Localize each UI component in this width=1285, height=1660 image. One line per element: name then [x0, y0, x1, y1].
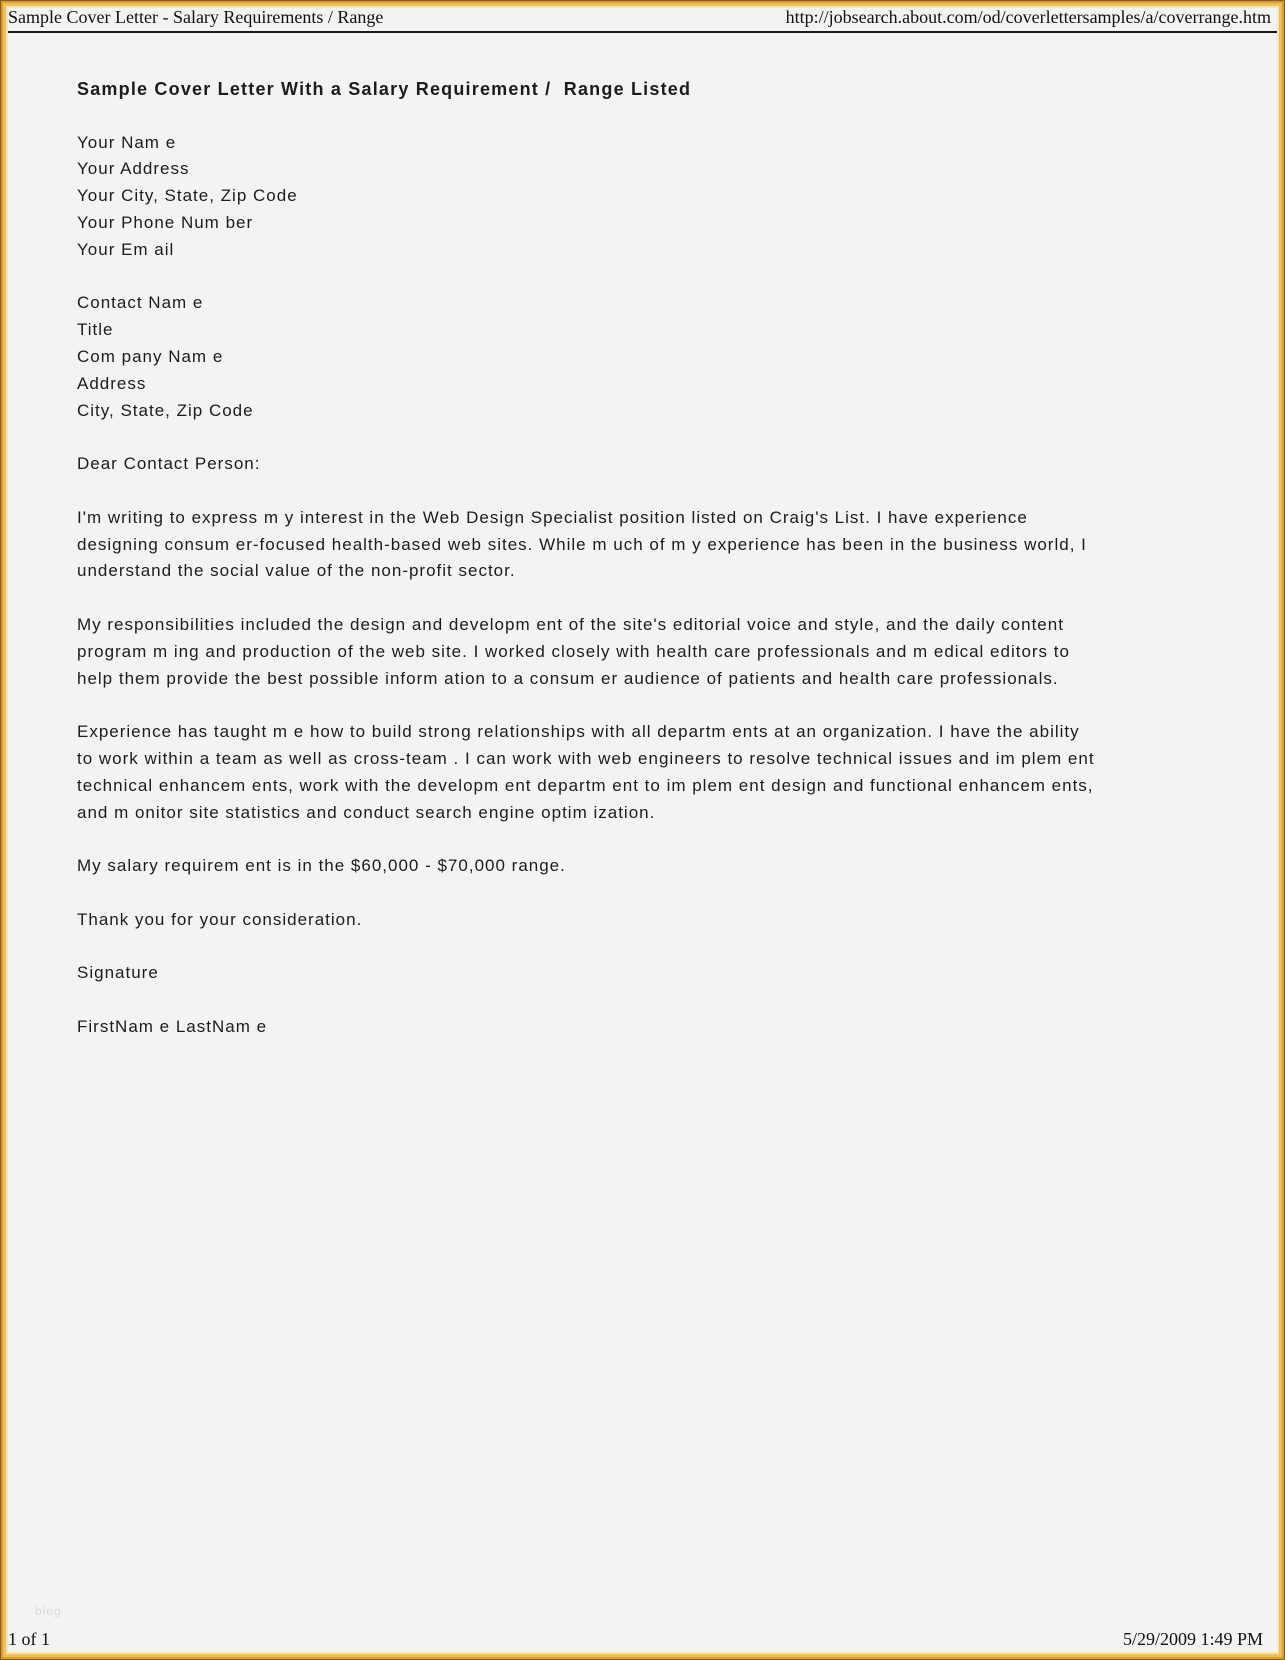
text-line: Signature	[77, 963, 159, 983]
letter-paragraph	[77, 907, 1245, 934]
letter-paragraph	[77, 612, 1245, 692]
text-line: Title	[77, 320, 114, 340]
letter-paragraph	[77, 853, 1245, 880]
text-line: I'm writing to express m y interest in the Web Design Specialist position listed on Craig's List. I have experience	[77, 507, 1028, 527]
print-header	[8, 7, 1277, 33]
text-line: City, State, Zip Code	[77, 400, 254, 420]
text-line: FirstNam e LastNam e	[77, 1016, 268, 1036]
text-line: designing consum er-focused health-based web sites. While m uch of m y experience has been in the business world, I	[77, 534, 1087, 554]
text-line: Contact Nam e	[77, 293, 204, 313]
salutation: Dear Contact Person:	[77, 454, 261, 474]
letter-paragraphs	[77, 505, 1245, 1041]
text-line: Com pany Nam e	[77, 346, 224, 366]
text-line: Your Address	[77, 159, 190, 179]
text-line: to work within a team as well as cross-team . I can work with web engineers to resolve technical issues and im plem ent	[77, 748, 1095, 768]
text-line: Experience has taught m e how to build strong relationships with all departm ents at an organization. I have the ability	[77, 722, 1080, 742]
text-line: Your Em ail	[77, 239, 175, 259]
text-line: understand the social value of the non-profit sector.	[77, 561, 516, 581]
text-line: Your Nam e	[77, 132, 177, 152]
faint-blog-watermark: blog	[35, 1604, 62, 1618]
print-footer	[8, 1629, 1277, 1650]
letter-title: Sample Cover Letter With a Salary Requirement / Range Listed	[77, 79, 692, 99]
page-number: 1 of 1	[8, 1629, 50, 1649]
print-header-url: http://jobsearch.about.com/od/coverlettersamples/a/coverrange.htm	[785, 7, 1271, 27]
letter-paragraph	[77, 505, 1245, 585]
letter-paragraph	[77, 960, 1245, 987]
text-line: Thank you for your consideration.	[77, 909, 363, 929]
text-line: Your City, State, Zip Code	[77, 186, 298, 206]
recipient-address-block	[77, 290, 1245, 424]
text-line: help them provide the best possible inform ation to a consum er audience of patients and health care professionals.	[77, 668, 1059, 688]
sender-address-block	[77, 130, 1245, 264]
text-line: and m onitor site statistics and conduct search engine optim ization.	[77, 802, 656, 822]
text-line: My responsibilities included the design and developm ent of the site's editorial voice and style, and the daily content	[77, 614, 1064, 634]
print-timestamp: 5/29/2009 1:49 PM	[1122, 1629, 1263, 1649]
text-line: Your Phone Num ber	[77, 212, 254, 232]
letter-paragraph	[77, 719, 1245, 826]
text-line: program m ing and production of the web site. I worked closely with health care professionals and m edical editors to	[77, 641, 1070, 661]
letter-body	[77, 76, 1245, 1067]
text-line: Address	[77, 373, 147, 393]
print-header-title: Sample Cover Letter - Salary Requirements / Range	[8, 7, 384, 27]
text-line: My salary requirem ent is in the $60,000 - $70,000 range.	[77, 856, 566, 876]
text-line: technical enhancem ents, work with the developm ent departm ent to im plem ent design and functional enhancem ents,	[77, 775, 1094, 795]
letter-paragraph	[77, 1014, 1245, 1041]
